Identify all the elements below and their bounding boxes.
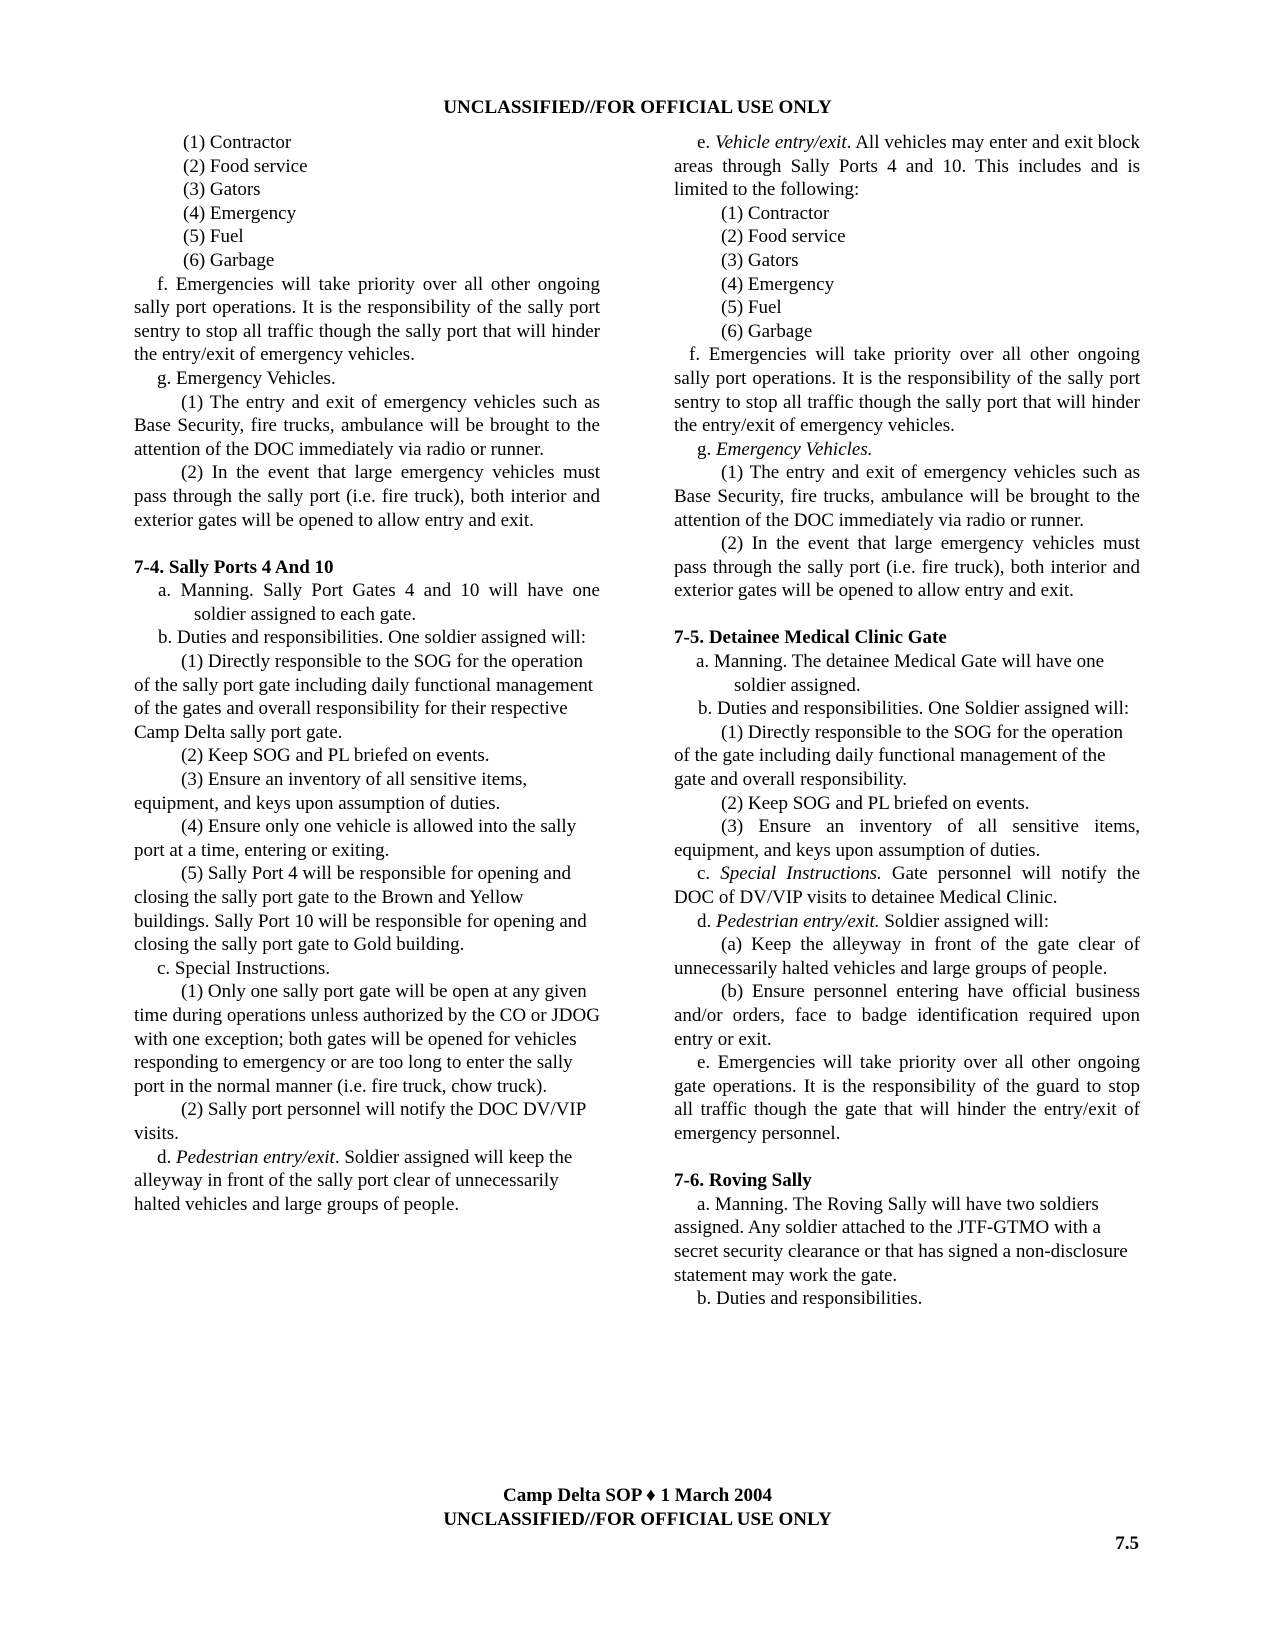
paragraph: [674, 438, 1140, 462]
right-column: [674, 131, 1140, 1311]
paragraph: b. Duties and responsibilities. One soldier assigned will:: [158, 627, 586, 649]
paragraph: (1) The entry and exit of emergency vehicles such as Base Security, fire trucks, ambulance will be brought to the attention of the DOC immediately via radio or runner.: [674, 462, 1140, 531]
footer-marking: UNCLASSIFIED//FOR OFFICIAL USE ONLY: [443, 1509, 832, 1530]
paragraph: (2) Keep SOG and PL briefed on events.: [721, 792, 1030, 814]
paragraph: c. Special Instructions.: [157, 957, 331, 979]
item-prefix: c.: [697, 863, 721, 885]
item-text: . Soldier assigned will keep the alleyway in front of the sally port clear of unnecessarily halted vehicles and large groups of people.: [134, 1146, 573, 1215]
item-title: Pedestrian entry/exit: [176, 1146, 335, 1168]
paragraph: [674, 910, 1140, 934]
item-prefix: g.: [697, 438, 716, 460]
footer-sop: Camp Delta SOP ♦ 1 March 2004: [503, 1485, 772, 1506]
item-title: Special Instructions.: [720, 863, 882, 885]
paragraph: b. Duties and responsibilities. One Soldier assigned will:: [698, 698, 1130, 720]
paragraph: f. Emergencies will take priority over all other ongoing sally port operations. It is the responsibility of the sally port sentry to stop all traffic though the sally port that will hinder the entry/exit of emergency vehicles.: [674, 344, 1140, 437]
paragraph: a. Manning. The Roving Sally will have two soldiers assigned. Any soldier attached to the JTF-GTMO with a secret security clearance or that has signed a non-disclosure statement may work the gate.: [674, 1193, 1128, 1286]
item-text: Gate personnel will notify the DOC of DV/VIP visits to detainee Medical Clinic.: [674, 863, 1141, 908]
item-title: Vehicle entry/exit: [715, 132, 847, 153]
paragraph: [134, 1146, 600, 1217]
item-title: Pedestrian entry/exit.: [716, 910, 880, 932]
item-prefix: d.: [697, 910, 716, 932]
paragraph: (1) Directly responsible to the SOG for the operation of the sally port gate including daily functional management of the gates and overall responsibility for their respective Camp Delta sally port gate.: [134, 651, 594, 743]
paragraph: (1) Only one sally port gate will be open at any given time during operations unless authorized by the CO or JDOG with one exception; both gates will be opened for vehicles responding to emergency or are too long to enter the sally port in the normal manner (i.e. fire truck, chow truck).: [134, 981, 600, 1097]
paragraph: (b) Ensure personnel entering have official business and/or orders, face to badge identification required upon entry or exit.: [674, 981, 1140, 1050]
list-item: (6) Garbage: [183, 249, 275, 271]
page-number: 7.5: [1115, 1533, 1139, 1554]
paragraph: (a) Keep the alleyway in front of the gate clear of unnecessarily halted vehicles and large groups of people.: [674, 934, 1140, 979]
list-item: (5) Fuel: [721, 297, 782, 319]
footer: [0, 1484, 1275, 1532]
paragraph: [674, 131, 1140, 202]
list-item: (2) Food service: [183, 155, 308, 177]
paragraph: (2) In the event that large emergency vehicles must pass through the sally port (i.e. fire truck), both interior and exterior gates will be opened to allow entry and exit.: [674, 533, 1140, 602]
paragraph: b. Duties and responsibilities.: [697, 1288, 923, 1310]
item-title: Emergency Vehicles.: [716, 438, 873, 460]
paragraph: e. Emergencies will take priority over all other ongoing gate operations. It is the responsibility of the guard to stop all traffic though the gate that will hinder the entry/exit of emergency personnel.: [674, 1052, 1140, 1144]
list-item: (3) Gators: [721, 249, 799, 271]
paragraph: (3) Ensure an inventory of all sensitive items, equipment, and keys upon assumption of duties.: [134, 769, 528, 814]
list-item: (6) Garbage: [721, 320, 813, 342]
list-item: (1) Contractor: [183, 132, 292, 153]
left-column: [134, 131, 600, 1216]
header-marking: UNCLASSIFIED//FOR OFFICIAL USE ONLY: [443, 97, 832, 118]
list-item: (4) Emergency: [721, 273, 835, 295]
item-text: Soldier assigned will:: [879, 910, 1049, 932]
list-item: (3) Gators: [183, 179, 261, 201]
paragraph: f. Emergencies will take priority over all other ongoing sally port operations. It is the responsibility of the sally port sentry to stop all traffic though the sally port that will hinder the entry/exit of emergency vehicles.: [134, 273, 600, 366]
paragraph: (3) Ensure an inventory of all sensitive items, equipment, and keys upon assumption of duties.: [674, 816, 1140, 861]
list-item: (1) Contractor: [721, 202, 830, 224]
paragraph: [674, 862, 1140, 909]
section-heading: 7-5. Detainee Medical Clinic Gate: [674, 627, 947, 649]
paragraph: (2) Sally port personnel will notify the DOC DV/VIP visits.: [134, 1099, 586, 1144]
section-heading: 7-4. Sally Ports 4 And 10: [134, 556, 334, 578]
paragraph: (2) In the event that large emergency vehicles must pass through the sally port (i.e. fire truck), both interior and exterior gates will be opened to allow entry and exit.: [134, 462, 600, 531]
paragraph: a. Manning. The detainee Medical Gate will have one soldier assigned.: [696, 651, 1104, 696]
item-text: . All vehicles may enter and exit block areas through Sally Ports 4 and 10. This includes and is limited to the following:: [674, 132, 1140, 201]
list-item: (2) Food service: [721, 226, 846, 248]
paragraph: (2) Keep SOG and PL briefed on events.: [181, 745, 490, 767]
list-item: (4) Emergency: [183, 202, 297, 224]
paragraph: a. Manning. Sally Port Gates 4 and 10 will have one soldier assigned to each gate.: [158, 580, 600, 625]
paragraph: (4) Ensure only one vehicle is allowed into the sally port at a time, entering or exiting.: [134, 816, 577, 861]
paragraph: g. Emergency Vehicles.: [157, 367, 336, 389]
paragraph: (5) Sally Port 4 will be responsible for opening and closing the sally port gate to the Brown and Yellow buildings. Sally Port 10 will be responsible for opening and closing the sally port gate to Gold building.: [134, 863, 587, 956]
paragraph: (1) The entry and exit of emergency vehicles such as Base Security, fire trucks, ambulance will be brought to the attention of the DOC immediately via radio or runner.: [134, 391, 600, 460]
paragraph: (1) Directly responsible to the SOG for the operation of the gate including daily functional management of the gate and overall responsibility.: [674, 721, 1124, 791]
list-item: (5) Fuel: [183, 226, 244, 248]
item-prefix: e.: [697, 132, 716, 153]
section-heading: 7-6. Roving Sally: [674, 1170, 812, 1192]
item-prefix: d.: [157, 1146, 176, 1168]
